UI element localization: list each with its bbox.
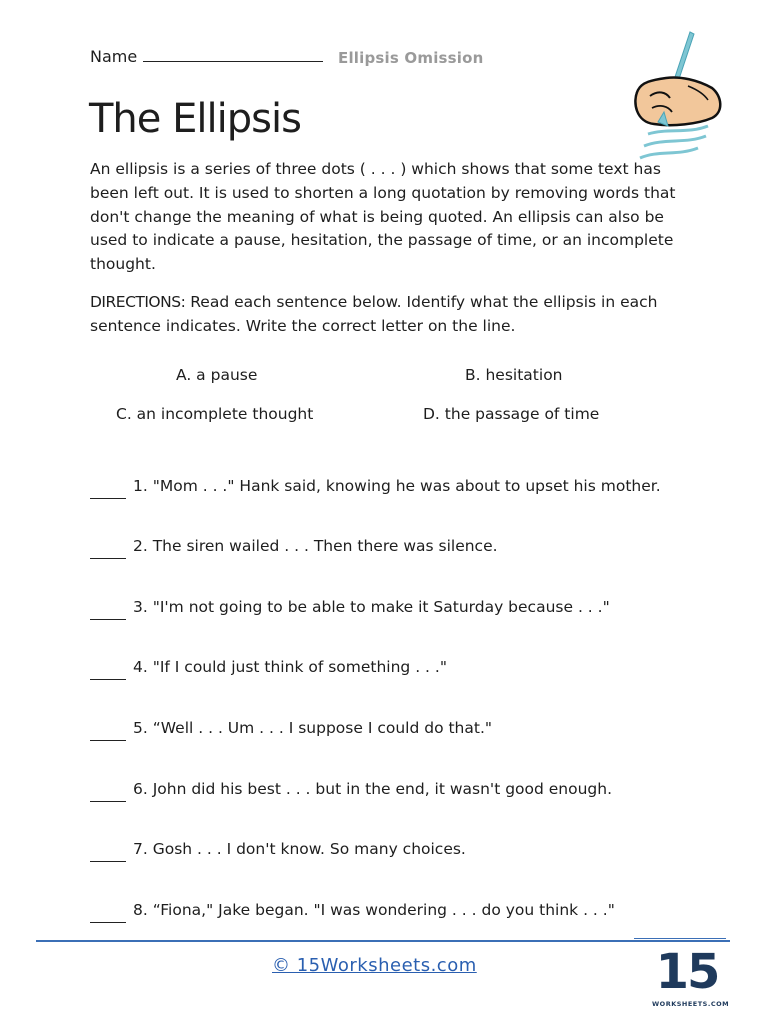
question-4 [90, 657, 447, 676]
answer-blank-2[interactable] [90, 540, 126, 559]
answer-blank-1[interactable] [90, 480, 126, 499]
question-text: 8. “Fiona," Jake began. "I was wondering . . . do you think . . ." [133, 901, 615, 919]
copyright-link[interactable]: © 15Worksheets.com [272, 955, 477, 976]
answer-blank-7[interactable] [90, 843, 126, 862]
directions-paragraph [90, 291, 690, 339]
option-d: D. the passage of time [423, 405, 600, 423]
question-3 [90, 597, 610, 616]
page-title: The Ellipsis [89, 96, 301, 142]
question-text: 7. Gosh . . . I don't know. So many choices. [133, 840, 466, 858]
directions-label: DIRECTIONS: [90, 293, 186, 311]
question-text: 2. The siren wailed . . . Then there was silence. [133, 537, 498, 555]
question-1 [90, 476, 661, 495]
directions-text: Read each sentence below. Identify what the ellipsis in each sentence indicates. Write the correct letter on the line. [90, 293, 658, 335]
footer-divider [36, 940, 730, 942]
question-8 [90, 900, 615, 919]
question-text: 6. John did his best . . . but in the end, it wasn't good enough. [133, 780, 613, 798]
footer-divider-accent [634, 938, 726, 939]
answer-blank-5[interactable] [90, 722, 126, 741]
option-b: B. hesitation [465, 366, 563, 384]
logo-text: WORKSHEETS.COM [652, 1000, 730, 1008]
name-field [90, 47, 323, 66]
question-7 [90, 839, 466, 858]
intro-paragraph: An ellipsis is a series of three dots ( . . . ) which shows that some text has been left out. It is used to shorten a long quotation by removing words that don't change the meaning of what is being quoted. An ellipsis can also be used to indicate a pause, hesitation, the passage of time, or an incomplete thought. [90, 160, 676, 274]
option-a: A. a pause [176, 366, 258, 384]
question-6 [90, 779, 612, 798]
answer-blank-3[interactable] [90, 601, 126, 620]
question-2 [90, 536, 498, 555]
answer-blank-8[interactable] [90, 904, 126, 923]
answer-blank-6[interactable] [90, 783, 126, 802]
hand-writing-with-pen-icon [628, 30, 728, 170]
worksheet-subtitle: Ellipsis Omission [338, 49, 484, 67]
question-text: 5. “Well . . . Um . . . I suppose I could do that." [133, 719, 493, 737]
logo-number: 15 [655, 944, 719, 1000]
name-blank-line[interactable] [143, 47, 323, 62]
question-text: 4. "If I could just think of something . . ." [133, 658, 447, 676]
question-5 [90, 718, 492, 737]
15worksheets-logo [652, 944, 730, 1014]
answer-blank-4[interactable] [90, 661, 126, 680]
question-text: 1. "Mom . . ." Hank said, knowing he was about to upset his mother. [133, 477, 661, 495]
name-label: Name [90, 47, 138, 66]
question-text: 3. "I'm not going to be able to make it Saturday because . . ." [133, 598, 610, 616]
option-c: C. an incomplete thought [116, 405, 314, 423]
